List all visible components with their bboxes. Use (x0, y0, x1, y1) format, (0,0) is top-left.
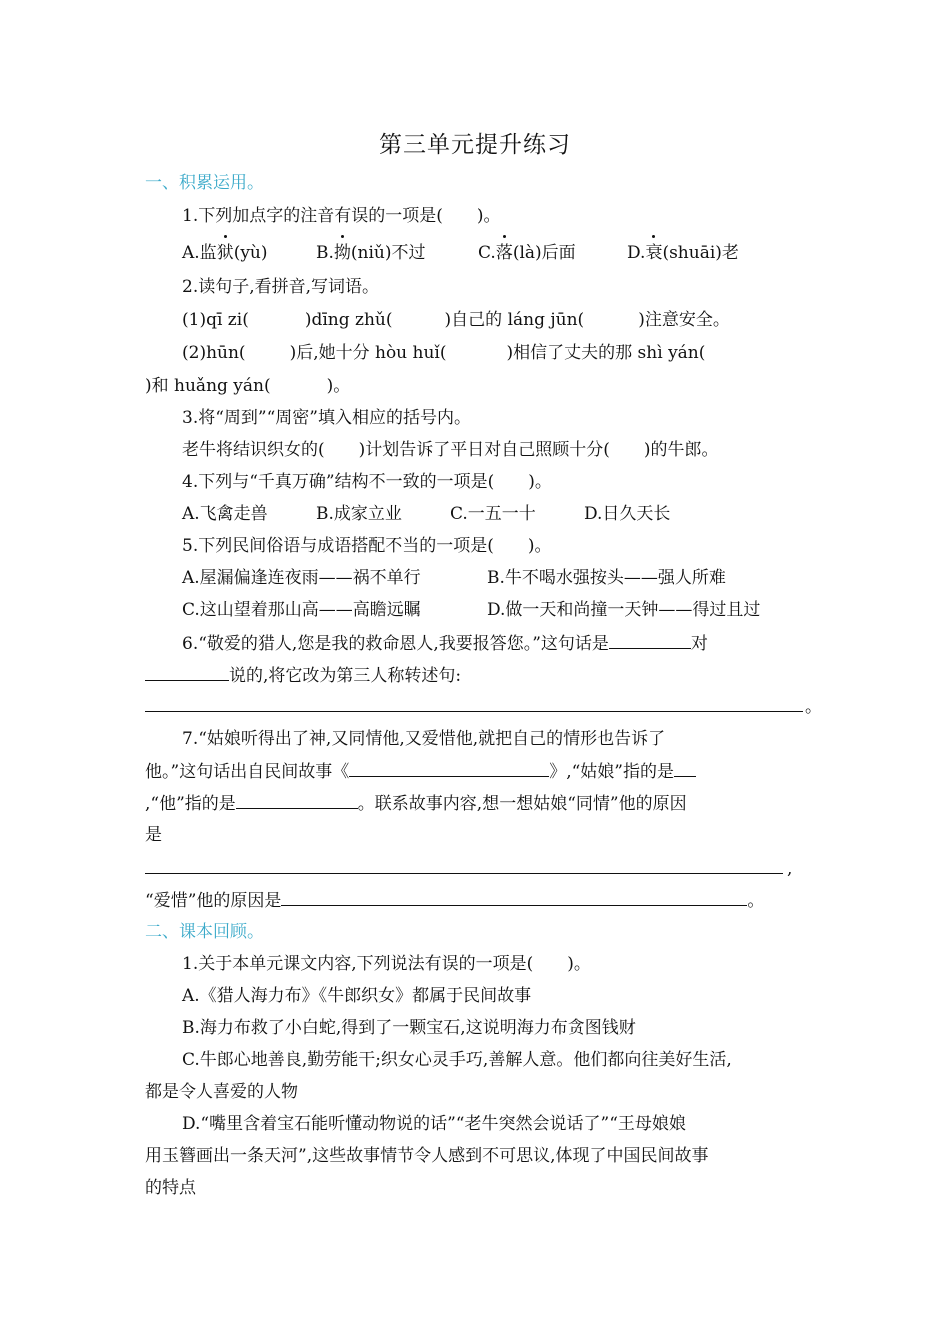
q1-option-a: A.监狱(yù) (182, 240, 268, 266)
q4-option-c: C.一五一十 (450, 504, 536, 524)
q7-line-6: “爱惜”他的原因是 。 (145, 887, 764, 913)
q7-line-2: 他。”这句话出自民间故事《 》,“姑娘”指的是 (145, 758, 696, 784)
q7-line-4: 是 (145, 825, 162, 845)
answer-blank[interactable] (281, 887, 747, 906)
page-title: 第三单元提升练习 (379, 132, 571, 158)
q5-option-d: D.做一天和尚撞一天钟——得过且过 (487, 600, 761, 620)
q2-line-1: (1)qī zi( )dīng zhǔ( )自己的 láng jūn( )注意安全。 (182, 310, 730, 330)
answer-blank[interactable] (145, 662, 229, 681)
q5-option-b: B.牛不喝水强按头——强人所难 (487, 568, 726, 588)
q4-option-a: A.飞禽走兽 (182, 504, 268, 524)
answer-line[interactable] (145, 873, 783, 874)
section-heading-2: 二、课本回顾。 (145, 922, 264, 942)
r1-option-c-line-1: C.牛郎心地善良,勤劳能干;织女心灵手巧,善解人意。他们都向往美好生活, (182, 1050, 732, 1070)
answer-blank[interactable] (349, 758, 549, 777)
q7-line-1: 7.“姑娘听得出了神,又同情他,又爱惜他,就把自己的情形也告诉了 (182, 729, 666, 749)
r1-option-d-line-1: D.“嘴里含着宝石能听懂动物说的话”“老牛突然会说话了”“王母娘娘 (182, 1114, 686, 1134)
r1-option-a: A.《猎人海力布》《牛郎织女》都属于民间故事 (182, 986, 532, 1006)
q5-stem: 5.下列民间俗语与成语搭配不当的一项是( )。 (182, 536, 552, 556)
section-heading-1: 一、积累运用。 (145, 173, 264, 193)
q6-line-2: 说的,将它改为第三人称转述句: (145, 662, 461, 688)
q2-line-3: )和 huǎng yán( )。 (145, 376, 351, 396)
r1-option-b: B.海力布救了小白蛇,得到了一颗宝石,这说明海力布贪图钱财 (182, 1018, 636, 1038)
r1-stem: 1.关于本单元课文内容,下列说法有误的一项是( )。 (182, 954, 591, 974)
r1-option-d-line-2: 用玉簪画出一条天河”,这些故事情节令人感到不可思议,体现了中国民间故事 (145, 1146, 709, 1166)
q2-line-2: (2)hūn( )后,她十分 hòu huǐ( )相信了丈夫的那 shì yán( (182, 343, 706, 363)
q6-line-1: 6.“敬爱的猎人,您是我的救命恩人,我要报答您。”这句话是 对 (182, 630, 708, 656)
answer-blank[interactable] (609, 630, 691, 649)
q2-stem: 2.读句子,看拼音,写词语。 (182, 277, 380, 297)
dotted-char: 狱 (217, 240, 234, 266)
q3-stem: 3.将“周到”“周密”填入相应的括号内。 (182, 408, 471, 428)
answer-blank[interactable] (674, 758, 696, 777)
q4-option-d: D.日久天长 (584, 504, 671, 524)
dotted-char: 拗 (334, 240, 351, 266)
q7-comma: , (787, 859, 793, 879)
dotted-char: 衰 (645, 240, 662, 266)
q7-line-3: ,“他”指的是 。联系故事内容,想一想姑娘“同情”他的原因 (145, 790, 687, 816)
q5-option-a: A.屋漏偏逢连夜雨——祸不单行 (182, 568, 421, 588)
q5-option-c: C.这山望着那山高——高瞻远瞩 (182, 600, 421, 620)
q6-end-mark: 。 (805, 697, 822, 717)
answer-blank[interactable] (236, 790, 358, 809)
q3-sentence: 老牛将结识织女的( )计划告诉了平日对自己照顾十分( )的牛郎。 (182, 440, 719, 460)
q1-option-d: D.衰(shuāi)老 (627, 240, 739, 266)
q1-stem: 1.下列加点字的注音有误的一项是( )。 (182, 206, 501, 226)
q4-stem: 4.下列与“千真万确”结构不一致的一项是( )。 (182, 472, 552, 492)
answer-line[interactable] (145, 711, 803, 712)
q1-option-b: B.拗(niǔ)不过 (316, 240, 426, 266)
r1-option-d-line-3: 的特点 (145, 1178, 196, 1198)
r1-option-c-line-2: 都是令人喜爱的人物 (145, 1082, 298, 1102)
q1-option-c: C.落(là)后面 (478, 240, 576, 266)
dotted-char: 落 (496, 240, 513, 266)
q4-option-b: B.成家立业 (316, 504, 402, 524)
